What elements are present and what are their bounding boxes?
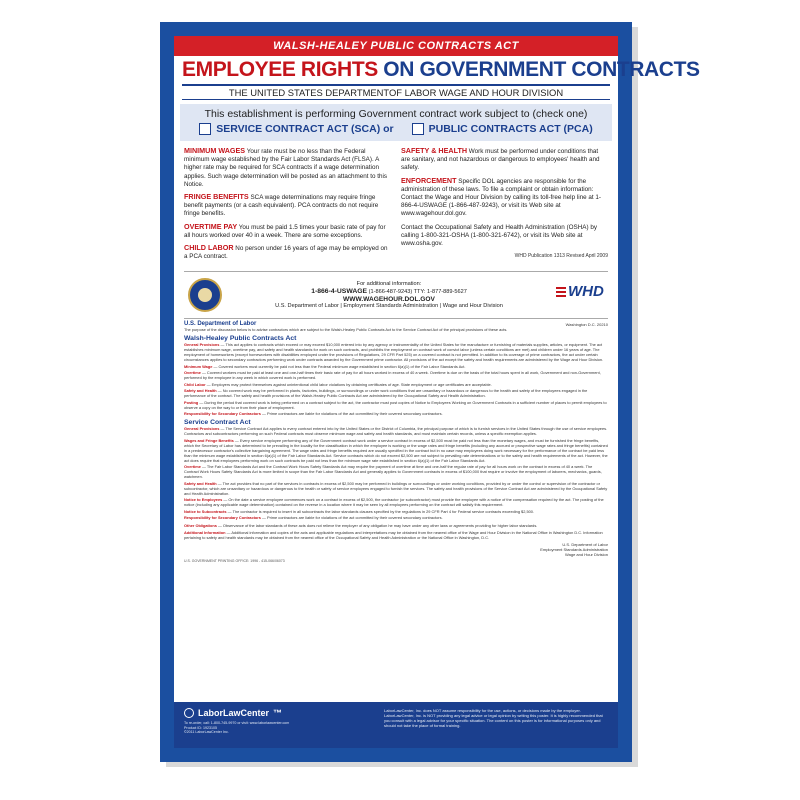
provision-paragraph: [184, 411, 608, 416]
other-section: [184, 523, 608, 540]
provision-label: General Provisions: [184, 426, 220, 432]
rights-section: [174, 141, 618, 265]
right-text: Your rate must be no less than the Federal minimum wage established by the Fair Labor Standards Act (FLSA). A higher rate may be required for SCA contracts if a wage determination applies. Such wage determination will be posted as an attachment to this Notice.: [184, 148, 388, 188]
option-pca-label: PUBLIC CONTRACTS ACT (PCA): [428, 123, 593, 135]
provision-paragraph: [184, 438, 608, 463]
right-label: CHILD LABOR: [184, 243, 234, 253]
provision-label: Safety and Health: [184, 480, 217, 486]
info-phone-rest: (1-866-487-9243) TTY: 1-877-889-5627: [367, 288, 467, 295]
title-part-3: GOVERNMENT CONTRACTS: [419, 58, 700, 81]
poster: [160, 22, 700, 762]
provision-paragraph: [184, 382, 608, 387]
info-phone-line: [222, 288, 556, 296]
contact-info-bar: [184, 271, 608, 319]
provision-text: — Additional information and copies of the acts and applicable regulations and interpretations may be obtained from the nearest office of the Wage and Hour Division in the National Office in Washington D.C. Information pertaining to safety and health standards may be obtained from the nearest office of the Occupational Safety and Health Administration or the National Office in Washington, D.C.: [184, 529, 603, 540]
provision-text: — Prime contractors are liable for violations of the act committed by their covered secondary contractors.: [260, 411, 443, 417]
provision-paragraph: [184, 400, 608, 410]
info-phone: 1-866-4-USWAGE: [311, 287, 368, 295]
footer-disclaimer: LaborLawCenter, Inc. does NOT assume responsibility for the use, actions, or decisions made by the employer. LaborLawCenter, Inc. is NOT providing any legal advice or legal opinion by writing this poster. It is highly recommended that you consult with a legal advisor for your specific situation. The content on this poster is for informational purposes only and should not take the place of formal training.: [384, 708, 603, 728]
right-text: SCA wage determinations may require fringe benefit payments (or a cash equivalent). PCA contracts do not require fringe benefits.: [184, 194, 379, 218]
provision-label: Responsibility for Secondary Contractors: [184, 515, 261, 521]
info-website: WWW.WAGEHOUR.DOL.GOV: [343, 295, 435, 303]
right-text: You must be paid 1.5 times your basic rate of pay for all hours worked over 40 in a week. There are some exceptions.: [184, 223, 386, 239]
brand-name: LaborLawCenter: [198, 708, 270, 718]
right-item: [401, 147, 608, 173]
sig-line: Wage and Hour Division: [565, 551, 608, 557]
provision-paragraph: [184, 388, 608, 398]
footer-reorder: To re-order, call: 1-800-745-9970 or visit: www.laborlawcenter.com: [184, 721, 290, 725]
poster-inner: [174, 36, 700, 748]
right-item: [401, 223, 608, 249]
walsh-section: [184, 342, 608, 416]
signature-block: [184, 542, 608, 557]
sig-line: Employment Standards Administration: [540, 546, 608, 552]
provision-text: — Observance of the labor standards of these acts does not relieve the employer of any obligation he may have under any other laws or agreements providing for higher labor standards.: [216, 523, 538, 529]
intro-text: The purpose of the discussion below is to advise contractors which are subject to the Walsh-Healey Public Contracts Act to the Service Contract Act of the principal provisions of these acts.: [184, 327, 508, 333]
contract-options: [186, 123, 606, 135]
brand-tm: ™: [273, 708, 283, 718]
provision-paragraph: [184, 523, 608, 528]
right-label: SAFETY & HEALTH: [401, 146, 468, 155]
provision-text: — Every service employee performing any of the Government contract work under a service contract in excess of $2,500 must be paid not less than the monetary wages, and must be furnished the fringe benefits, which the Secretary of Labor has determined to be prevailing in the locality for the classification in which the employee is working or the wage rates and fringe benefits (including any accrued or prospective wage rates and fringe benefits) contained in a predecessor contractor's collective bargaining agreement. The wage rates and fringe benefits required are usually specified in the contract but in no case may employees doing work necessary for the performance of the contract be paid less than the minimum wage established in section 6(a)(1) of the Fair Labor Standards Act. Service contracts which do not exceed $2,500 are not subject to prevailing rate determinations or to the safety and health requirements of the act. However, the act does require that employees performing work on such contracts be paid not less than the minimum wage rate established in section 6(a)(1) of the Fair Labor Standards Act.: [184, 437, 608, 463]
provision-label: General Provisions: [184, 342, 220, 348]
sca-checkbox[interactable]: [199, 123, 211, 135]
flag-stripe-icon: [556, 287, 566, 299]
whd-logo-text: WHD: [568, 283, 604, 301]
rights-right-column: [401, 147, 608, 265]
provision-paragraph: [184, 364, 608, 369]
provision-text: — On the date a service employee commences work on a contract in excess of $2,500, the contractor (or subcontractor) must provide the employee with a notice of the compensation required by the act. The posting of the notice (including any applicable wage determination) contained on the reverse in a location where it may be seen by all employees performing on the contract will satisfy this requirement.: [184, 497, 604, 508]
provision-label: Other Obligations: [184, 523, 217, 529]
provision-text: — The contractor is required to insert in all subcontracts the labor standards clauses specified by the regulations in 29 CFR Part 4 for Federal service contracts exceeding $2,500.: [226, 508, 535, 514]
right-text: Work must be performed under conditions that are sanitary, and not hazardous or dangerous to employees' health and safety.: [401, 148, 600, 172]
footer-contact: [184, 721, 374, 735]
department-line: THE UNITED STATES DEPARTMENTOF LABOR WAGE AND HOUR DIVISION: [182, 84, 610, 100]
gpo-line: U.S. GOVERNMENT PRINTING OFFICE: 1996 - 415-066/06073: [184, 558, 285, 563]
brand-circle-icon: [184, 708, 194, 718]
provision-label: Minimum Wage: [184, 363, 213, 369]
pca-checkbox[interactable]: [412, 123, 424, 135]
whd-logo-icon: [556, 284, 602, 306]
provision-paragraph: [184, 464, 608, 479]
title-part-2: ON: [377, 58, 420, 81]
provision-label: Additional Information: [184, 529, 226, 535]
right-label: OVERTIME PAY: [184, 221, 238, 231]
provision-paragraph: [184, 426, 608, 436]
info-agency: U.S. Department of Labor | Employment Standards Administration | Wage and Hour Division: [275, 302, 503, 309]
poster-title: [182, 58, 700, 82]
provision-text: — No covered work may be performed in plants, factories, buildings, or surroundings or under work conditions that are unsanitary or hazardous or dangerous to the health and safety of the employees engaged in the performance of the contract. The safety and health provisions of the Walsh-Healey Public Contracts Act are administered by the Occupational Safety and Health Administration.: [184, 388, 588, 399]
provision-label: Overtime: [184, 464, 201, 470]
dol-seal-icon: [188, 278, 222, 312]
act-banner: WALSH-HEALEY PUBLIC CONTRACTS ACT: [174, 36, 618, 56]
provision-text: — The act provides that no part of the services in contracts in excess of $2,500 may be performed in buildings or surroundings or under working conditions, provided by or under the control or supervision of the contractor or subcontractor, which are unsanitary or hazardous or dangerous to the health or safety of service employees engaged to furnish the services. The safety and health provisions of the Service Contract Act are administered by the Occupational Safety and Health Administration.: [184, 480, 608, 496]
contact-info: [222, 281, 556, 310]
brand-logo: [184, 708, 374, 718]
sig-line: U.S. Department of Labor: [562, 541, 608, 547]
title-part-1: EMPLOYEE RIGHTS: [182, 58, 378, 81]
act-details: [174, 319, 618, 564]
right-text: Contact the Occupational Safety and Health Administration (OSHA) by calling 1-800-321-OSHA (1-800-321-6742), or visit its Web site at www.osha.gov.: [401, 223, 598, 248]
right-text: Specific DOL agencies are responsible for the administration of these laws. To file a complaint or obtain information: Contact the Wage and Hour Division by calling its toll-free help line at 1-866-4-USWAGE (1-866-487-9243), or visit its Web site at www.wagehour.dol.gov.: [401, 177, 601, 218]
right-item: [184, 244, 391, 261]
provision-paragraph: [184, 370, 608, 380]
right-item: [184, 223, 391, 240]
provision-label: Notice to Subcontracts: [184, 508, 227, 514]
footer-copyright: ©2011 LaborLawCenter Inc.: [184, 730, 229, 735]
right-text: No person under 16 years of age may be employed on a PCA contract.: [184, 245, 388, 261]
provision-text: — The Service Contract Act applies to every contract entered into by the United States or the District of Columbia, the principal purpose of which is to furnish services in the United States through the use of service employees. Contractors and subcontractors performing on such Federal contracts must observe minimum wage and safety and health standards, and must maintain certain records, unless a specific exemption applies.: [184, 426, 608, 437]
provision-label: Overtime: [184, 370, 201, 376]
establishment-box: [180, 104, 612, 141]
provision-paragraph: [184, 515, 608, 520]
provision-text: — During the period that covered work is being performed on a contract subject to the act, the contractor must post copies of Notice to Employees Working on Government Contracts in a sufficient number of places to permit employees to observe a copy on the way to or from their place of employment.: [184, 399, 607, 410]
provision-text: — Employers may protect themselves against unintentional child labor violations by obtaining certificates of age. State employment or age certificates are acceptable.: [205, 381, 492, 387]
walsh-heading: Walsh-Healey Public Contracts Act: [184, 335, 297, 343]
right-label: MINIMUM WAGES: [184, 146, 246, 155]
provision-text: — Covered workers must currently be paid not less than the Federal minimum wage established in section 6(a)(1) of the Fair Labor Standards Act.: [212, 363, 466, 369]
provision-paragraph: [184, 342, 608, 362]
option-sca-label: SERVICE CONTRACT ACT (SCA) or: [216, 123, 394, 135]
provision-label: Child Labor: [184, 381, 206, 387]
provision-paragraph: [184, 509, 608, 514]
provision-label: Safety and Health: [184, 388, 217, 394]
info-heading: For additional information:: [356, 280, 422, 287]
provision-label: Posting: [184, 399, 199, 405]
right-item: [401, 177, 608, 219]
provision-paragraph: [184, 530, 608, 540]
provision-paragraph: [184, 481, 608, 496]
rights-left-column: [184, 147, 391, 265]
dol-title: U.S. Department of Labor: [184, 321, 257, 328]
right-label: FRINGE BENEFITS: [184, 192, 249, 202]
footer-brand: [184, 708, 374, 742]
provision-label: Notice to Employees: [184, 497, 223, 503]
right-item: [184, 193, 391, 219]
hero: [174, 56, 700, 100]
provision-text: — Prime contractors are liable for violations of the act committed by their covered secondary contractors.: [260, 515, 443, 521]
publication-number: WHD Publication 1313 Revised April 2009: [514, 253, 608, 260]
footer-product-id: Product ID: 1923105: [184, 725, 217, 730]
provision-text: — This act applies to contracts which exceed or may exceed $10,000 entered into by any agency or instrumentality of the United States for the manufacture or furnishing of materials supplies, articles, or equipment. The act establishes minimum wage, overtime pay, and safety and health standards for work on such contracts, and prohibits the employment on contract work of convict labor (unless certain conditions are met) and children under 16 years of age. The employment of homeworkers (except homeworkers with disabilities employed under the provisions of Regulations, 29 CFR Part 525) on a covered contract is not permitted. In addition to its coverage of prime contractors, the act under certain circumstances applies to secondary contractors performing work under contracts awarded by the Government prime contractor. All provisions of the act except the safety and health requirements are administered by the Wage and Hour Division.: [184, 342, 604, 363]
establishment-question: This establishment is performing Government contract work subject to (check one): [204, 108, 588, 120]
provision-label: Responsibility for Secondary Contractors: [184, 411, 261, 417]
provision-text: — Covered workers must be paid at least one and one-half times their basic rate of pay for all hours worked in excess of 40 a week. Overtime is due on the basis of the total hours spent in all work, Government and non-Government, performed by the employee in any week in which covered work is performed.: [184, 370, 601, 381]
provision-label: Wages and Fringe Benefits: [184, 437, 234, 443]
provision-text: — The Fair Labor Standards Act and the Contract Work Hours Safety Standards Act may require the payment of overtime at time and one-half the regular rate of pay for all hours work on the contract in excess of 40 a week. The Contract Work Hours Safety Standards Act is more limited in scope than the Fair Labor Standards Act and generally applies to Government contracts in excess of $100,000 that require or involve the employment of laborers, mechanics, guards, watchmen.: [184, 464, 602, 480]
right-label: ENFORCEMENT: [401, 175, 457, 185]
right-item: [184, 147, 391, 189]
option-pca[interactable]: [412, 123, 593, 135]
poster-footer: [174, 702, 618, 748]
option-sca[interactable]: [199, 123, 393, 135]
provision-paragraph: [184, 497, 608, 507]
sca-heading: Service Contract Act: [184, 419, 251, 427]
sca-section: [184, 426, 608, 520]
dol-location: Washington D.C. 20210: [565, 322, 608, 328]
